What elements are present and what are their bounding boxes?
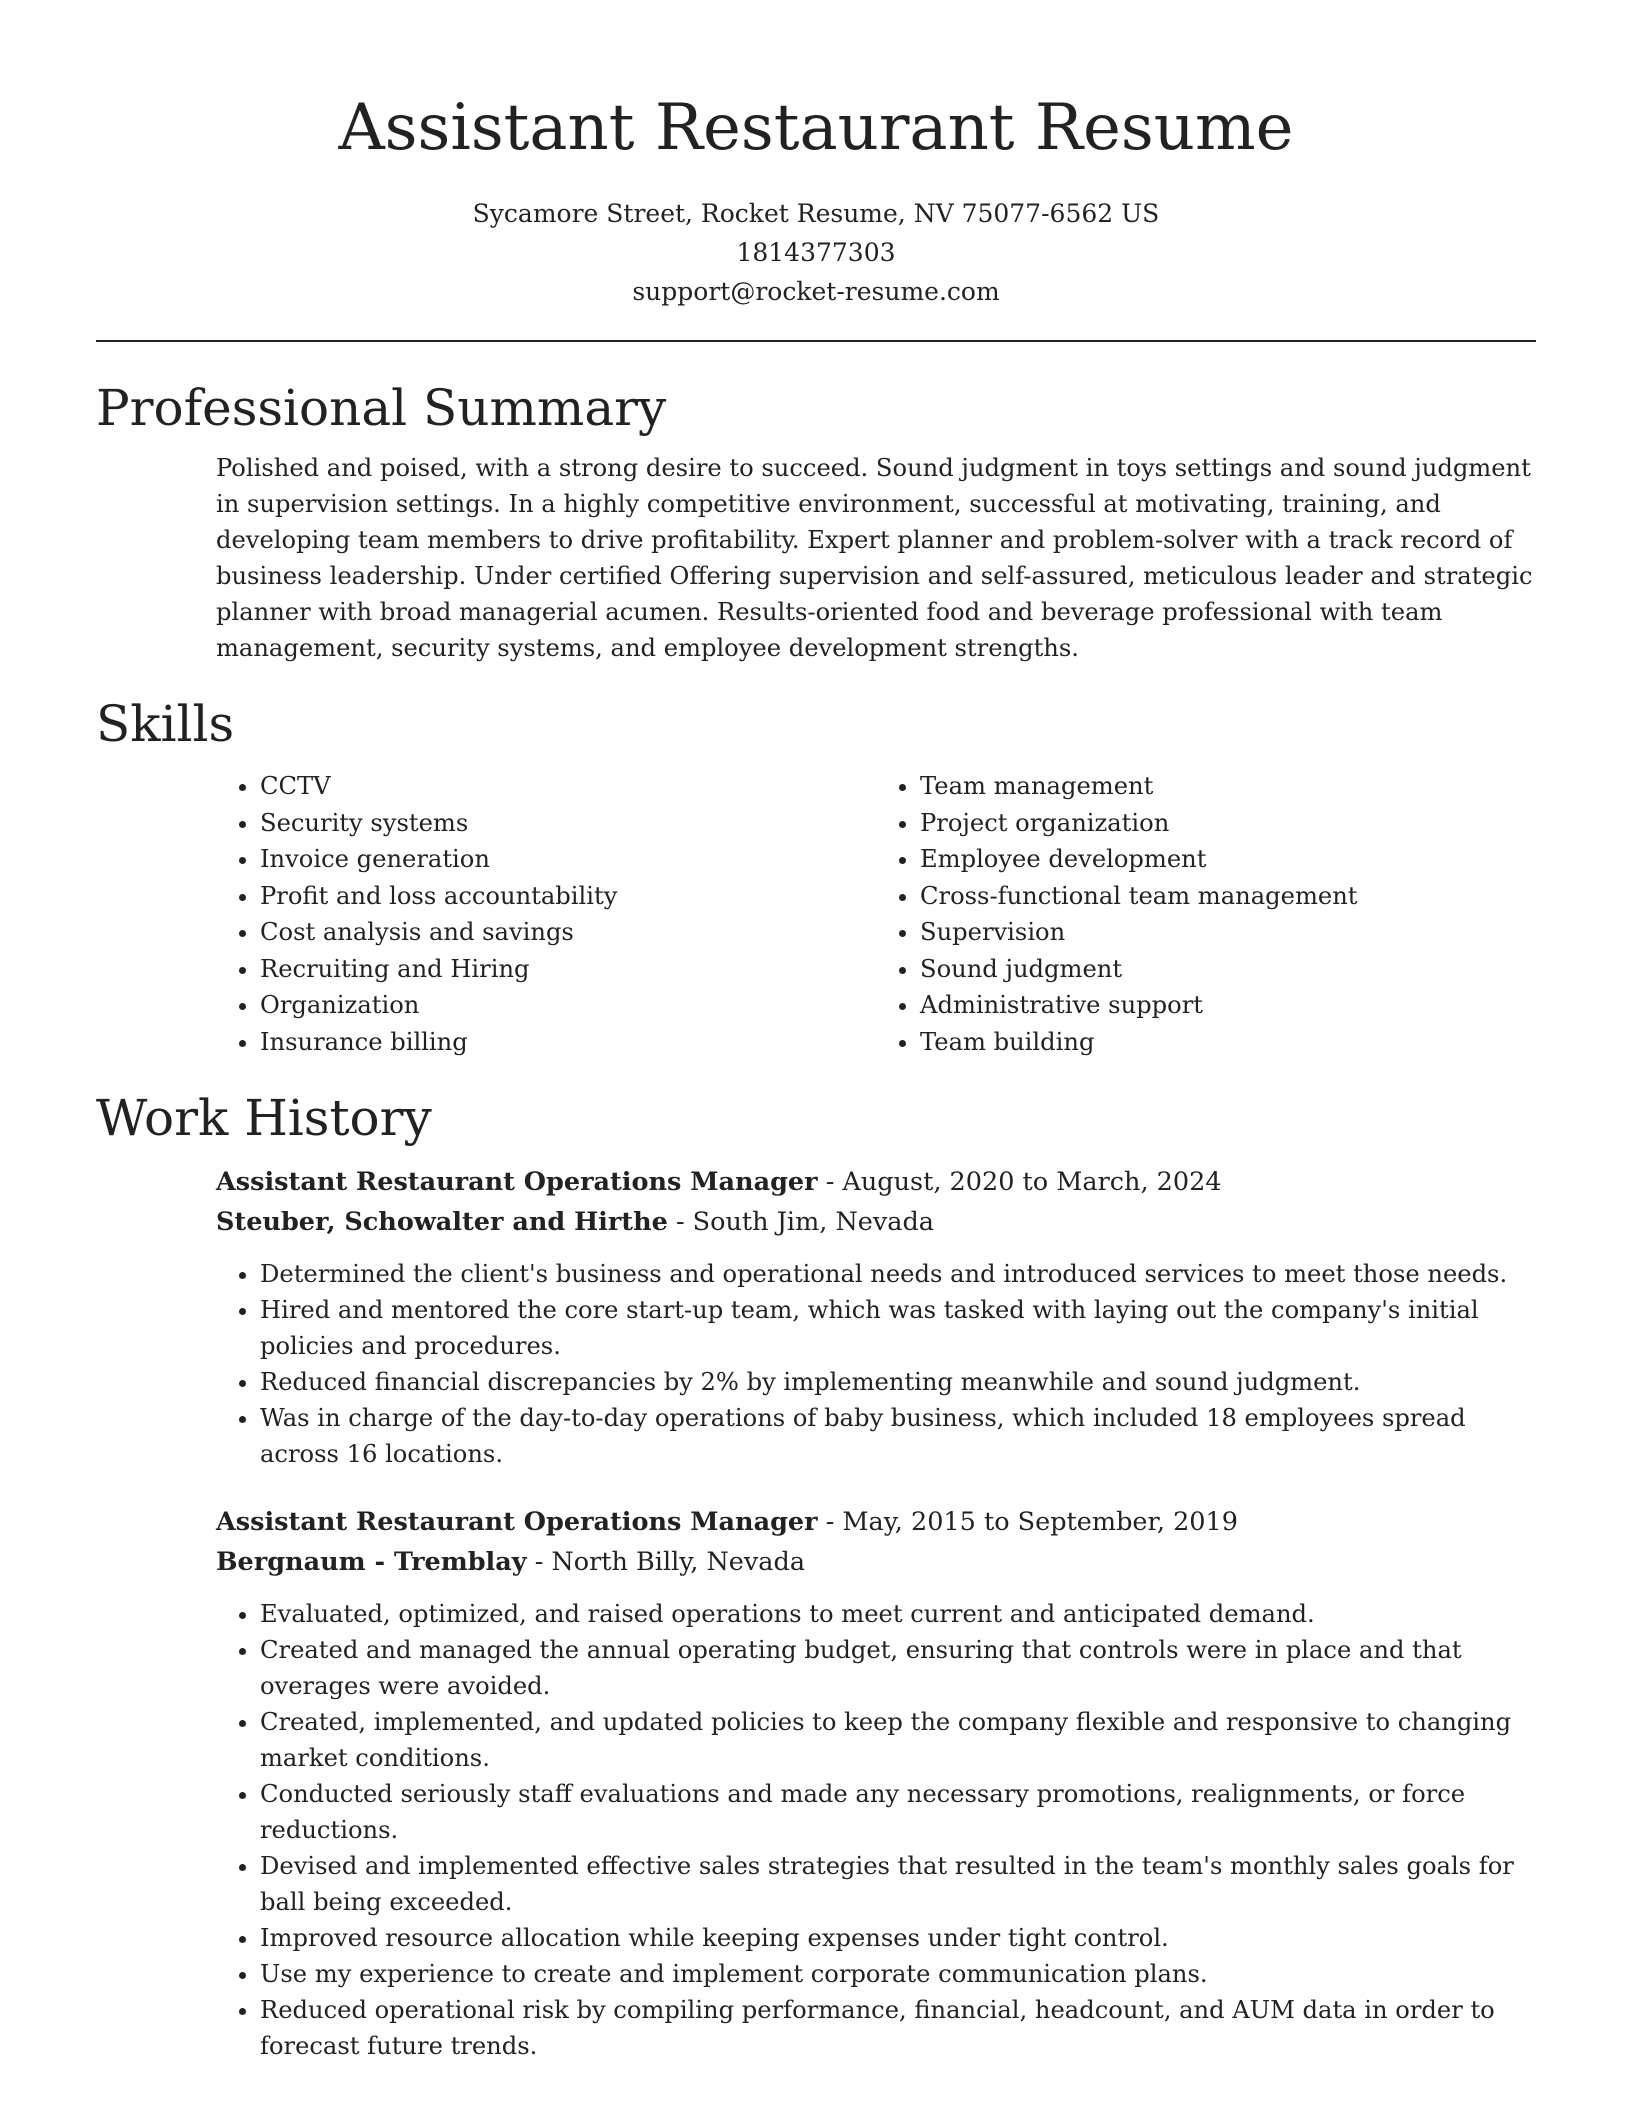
job-bullet: • Hired and mentored the core start-up team, which was tasked with laying out the company's initial policies and procedures. (260, 1292, 1536, 1364)
job-role: Assistant Restaurant Operations Manager (216, 1507, 818, 1537)
job-company-line (216, 1542, 1536, 1582)
skill-item: • Organization (260, 987, 876, 1024)
skill-item: • CCTV (260, 768, 876, 805)
contact-block (96, 194, 1536, 311)
job-bullet: • Evaluated, optimized, and raised operations to meet current and anticipated demand. (260, 1596, 1536, 1632)
skill-item: • Administrative support (920, 987, 1536, 1024)
job-list (96, 1162, 1536, 2064)
skill-item: • Profit and loss accountability (260, 878, 876, 915)
job-bullet: • Was in charge of the day-to-day operations of baby business, which included 18 employees spread across 16 locations. (260, 1400, 1536, 1472)
skill-item: • Team building (920, 1024, 1536, 1061)
contact-email: support@rocket-resume.com (632, 277, 1000, 306)
job-bullet: • Use my experience to create and implement corporate communication plans. (260, 1956, 1536, 1992)
job-entry (216, 1162, 1536, 1472)
separator: - (817, 1167, 843, 1197)
resume-title: Assistant Restaurant Resume (338, 91, 1294, 165)
skills-list-left (216, 768, 876, 1060)
job-company-line (216, 1202, 1536, 1242)
job-bullet: • Conducted seriously staff evaluations and made any necessary promotions, realignments, or force reductions. (260, 1776, 1536, 1848)
job-company: Bergnaum - Tremblay (216, 1547, 527, 1577)
job-bullet: • Determined the client's business and operational needs and introduced services to meet those needs. (260, 1256, 1536, 1292)
job-dates: August, 2020 to March, 2024 (842, 1167, 1222, 1197)
skills-heading: Skills (96, 695, 235, 753)
skill-item: • Supervision (920, 914, 1536, 951)
contact-phone: 1814377303 (736, 238, 896, 267)
job-bullet: • Reduced financial discrepancies by 2% by implementing meanwhile and sound judgment. (260, 1364, 1536, 1400)
separator: - (526, 1547, 552, 1577)
job-location: North Billy, Nevada (551, 1547, 806, 1577)
skills-columns (216, 768, 1536, 1060)
job-title-line (216, 1162, 1536, 1202)
skill-item: • Invoice generation (260, 841, 876, 878)
work-history-section (96, 1086, 1536, 2064)
job-bullet: • Reduced operational risk by compiling performance, financial, headcount, and AUM data in order to forecast future trends. (260, 1992, 1536, 2064)
work-history-heading: Work History (96, 1089, 432, 1147)
skill-item: • Employee development (920, 841, 1536, 878)
skills-list-right (876, 768, 1536, 1060)
separator: - (667, 1207, 693, 1237)
job-bullet: • Created and managed the annual operating budget, ensuring that controls were in place and that overages were avoided. (260, 1632, 1536, 1704)
resume-page (96, 0, 1536, 2064)
job-bullets (216, 1596, 1536, 2064)
skills-section (96, 692, 1536, 1060)
skill-item: • Insurance billing (260, 1024, 876, 1061)
job-title-line (216, 1502, 1536, 1542)
job-bullet: • Devised and implemented effective sales strategies that resulted in the team's monthly sales goals for ball being exceeded. (260, 1848, 1536, 1920)
job-company: Steuber, Schowalter and Hirthe (216, 1207, 668, 1237)
skill-item: • Cross-functional team management (920, 878, 1536, 915)
skill-item: • Security systems (260, 805, 876, 842)
job-entry (216, 1502, 1536, 2064)
summary-heading: Professional Summary (96, 379, 667, 437)
contact-address: Sycamore Street, Rocket Resume, NV 75077-6562 US (472, 199, 1160, 228)
resume-header (96, 0, 1536, 311)
skill-item: • Team management (920, 768, 1536, 805)
job-bullets (216, 1256, 1536, 1472)
skill-item: • Recruiting and Hiring (260, 951, 876, 988)
job-bullet: • Created, implemented, and updated policies to keep the company flexible and responsive to changing market conditions. (260, 1704, 1536, 1776)
skill-item: • Sound judgment (920, 951, 1536, 988)
job-bullet: • Improved resource allocation while keeping expenses under tight control. (260, 1920, 1536, 1956)
separator: - (817, 1507, 843, 1537)
skill-item: • Cost analysis and savings (260, 914, 876, 951)
job-role: Assistant Restaurant Operations Manager (216, 1167, 818, 1197)
summary-section (96, 376, 1536, 666)
summary-text: Polished and poised, with a strong desire to succeed. Sound judgment in toys settings and sound judgment in supervision settings. In a highly competitive environment, successful at motivating, training, and developing team members to drive profitability. Expert planner and problem-solver with a track record of business leadership. Under certified Offering supervision and self-assured, meticulous leader and strategic planner with broad managerial acumen. Results-oriented food and beverage professional with team management, security systems, and employee development strengths. (216, 454, 1533, 662)
skill-item: • Project organization (920, 805, 1536, 842)
job-dates: May, 2015 to September, 2019 (842, 1507, 1238, 1537)
job-location: South Jim, Nevada (692, 1207, 935, 1237)
header-divider (96, 340, 1536, 342)
